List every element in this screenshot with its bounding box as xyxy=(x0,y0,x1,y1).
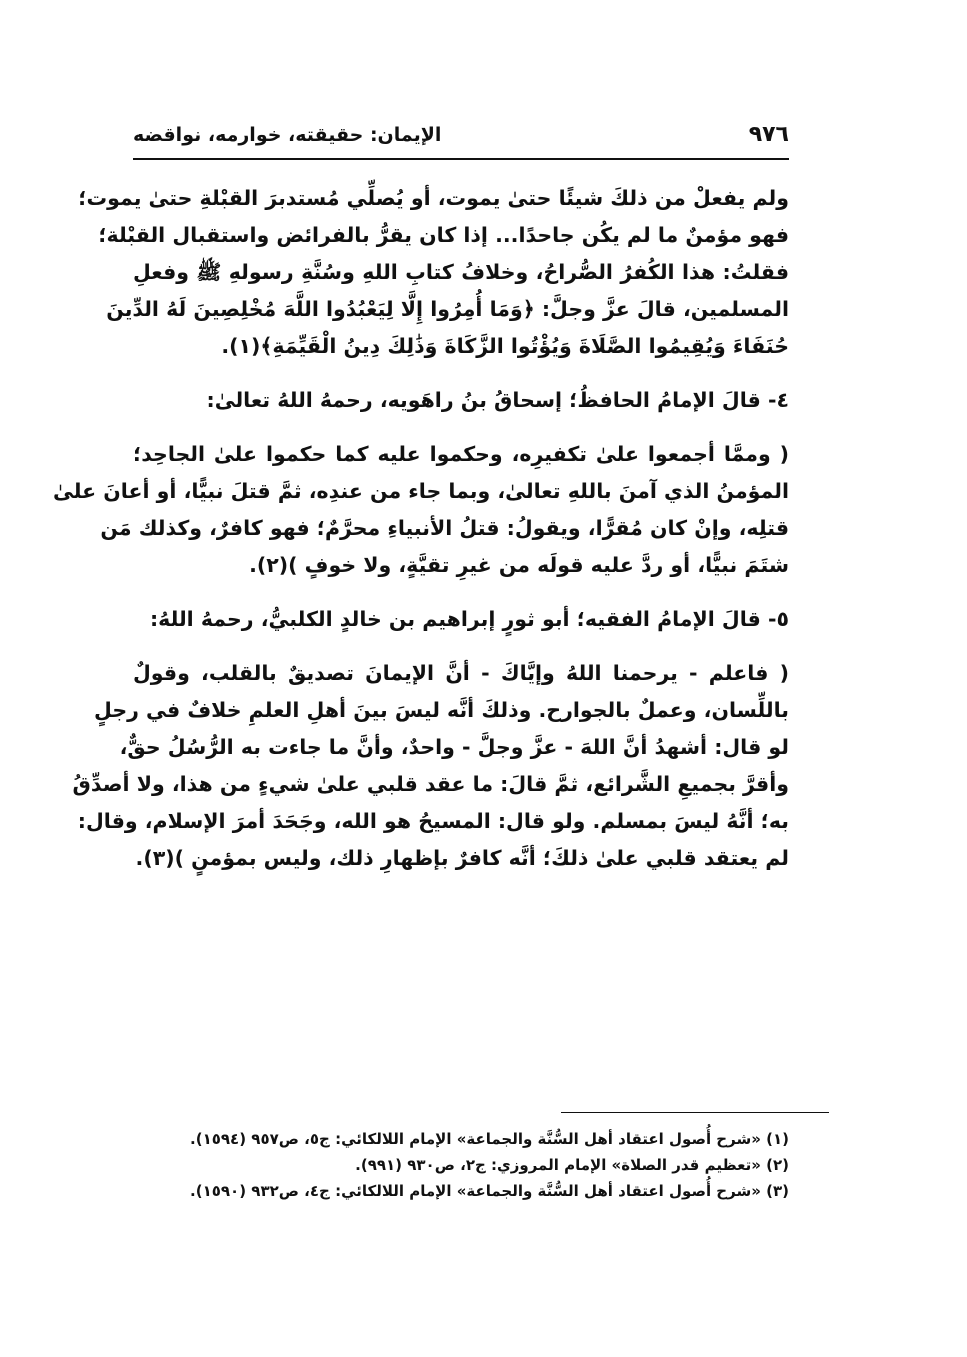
main-text xyxy=(53,180,789,877)
text-line: وأقرَّ بجميعِ الشَّرائع، ثمَّ قالَ: ما عقد قلبي علىٰ شيءٍ من هذا، ولا أصدِّقُ xyxy=(72,772,789,796)
footnote-3: (٣) «شرح أُصول اعتقاد أهل السُّنَّة والجماعة» الإمام اللالكائي: ج٤، ص٩٣٢ (١٥٩٠). xyxy=(190,1182,789,1200)
text-line: لو قال: أشهدُ أنَّ اللهَ - عزَّ وجلَّ - واحدٌ، وأنَّ ما جاءت به الرُّسُلُ حقٌّ، xyxy=(119,735,789,759)
text-line: المسلمين، قالَ عزَّ وجلَّ: ﴿وَمَا أُمِرُوا إِلَّا لِيَعْبُدُوا اللَّهَ مُخْلِصِينَ لَهُ الدِّينَ xyxy=(106,297,789,321)
text-line: ( فاعلم - يرحمنا اللهُ وإيَّاكَ - أنَّ الإيمانَ تصديقٌ بالقلب، وقولٌ xyxy=(133,661,789,685)
page-number: ٩٧٦ xyxy=(748,122,789,147)
footnotes xyxy=(133,1126,789,1204)
heading-ishaq xyxy=(133,382,789,419)
section-heading: ٥- قالَ الإمامُ الفقيه؛ أبو ثورٍ إبراهيم بن خالدٍ الكلبيُّ، رحمهُ اللهُ: xyxy=(149,607,789,631)
heading-abu-thawr xyxy=(133,601,789,638)
paragraph-continuation xyxy=(78,180,789,365)
text-line: به؛ أنَّهُ ليسَ بمسلم. ولو قال: المسيحُ هو الله، وجَحَدَ أمرَ الإسلام، وقال: xyxy=(77,809,789,833)
footnote-divider xyxy=(561,1112,829,1113)
book-title: الإيمان: حقيقته، خوارمه، نواقضه xyxy=(133,124,442,146)
text-line: باللِّسان، وعملٌ بالجوارح. وذلكَ أنَّه ليسَ بينَ أهلِ العلمِ خلافٌ في رجلٍ xyxy=(94,698,789,722)
section-heading: ٤- قالَ الإمامُ الحافظُ؛ إسحاقُ بنُ راهَويه، رحمهُ اللهُ تعالىٰ: xyxy=(206,388,789,412)
text-line: فقلتُ: هذا الكُفرُ الصُّراحُ، وخلافُ كتابِ اللهِ وسُنَّةِ رسولهِ ﷺ وفعلِ xyxy=(133,260,789,284)
text-line: شتَمَ نبيًّا، أو ردَّ عليه قولَه من غيرِ تقيَّةٍ، ولا خوفٍ )(٢). xyxy=(249,553,789,577)
text-line: لم يعتقد قلبي علىٰ ذلكَ؛ أنَّه كافرٌ بإظهارِ ذلك، وليس بمؤمنٍ )(٣). xyxy=(135,846,789,870)
footnote-1: (١) «شرح أُصول اعتقاد أهل السُّنَّة والجماعة» الإمام اللالكائي: ج٥، ص٩٥٧ (١٥٩٤). xyxy=(190,1130,789,1148)
text-line: ولم يفعلْ من ذلكَ شيئًا حتىٰ يموت، أو يُصلِّي مُستدبرَ القبْلةِ حتىٰ يموت؛ xyxy=(78,186,789,210)
footnote-2: (٢) «تعظيم قدر الصلاة» الإمام المروزي: ج٢، ص٩٣٠ (٩٩١). xyxy=(355,1156,789,1174)
text-line: ( وممَّا أجمعوا علىٰ تكفيرِه، وحكموا عليه كما حكموا علىٰ الجاحِد؛ xyxy=(133,442,789,466)
text-line: حُنَفَاءَ وَيُقِيمُوا الصَّلَاةَ وَيُؤْتُوا الزَّكَاةَ وَذَٰلِكَ دِينُ الْقَيِّمَةِ﴾(١). xyxy=(221,334,789,358)
text-line: فهو مؤمنٌ ما لم يكُن جاحدًا... إذا كان يقرُّ بالفرائض واستقبال القبْلة؛ xyxy=(98,223,789,247)
quote-ishaq xyxy=(53,436,789,584)
text-line: قتلِه، وإنْ كان مُقرًّا، ويقولُ: قتلُ الأنبياءِ محرَّمٌ؛ فهو كافرٌ، وكذلك مَن xyxy=(100,516,789,540)
quote-abu-thawr xyxy=(72,655,789,877)
running-header xyxy=(133,118,789,160)
text-line: المؤمنُ الذي آمنَ باللهِ تعالىٰ، وبما جاء من عندِه، ثمَّ قتلَ نبيًّا، أو أعانَ علىٰ xyxy=(53,479,789,503)
